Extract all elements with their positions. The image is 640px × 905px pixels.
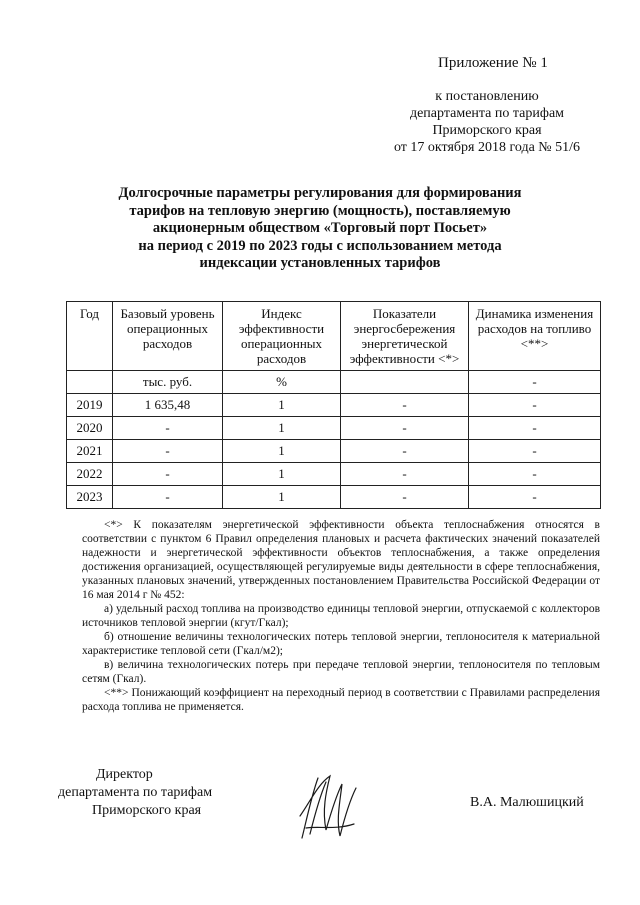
title-line: индексации установленных тарифов [199,255,441,271]
unit-cell [67,371,113,394]
table-row [67,440,601,463]
column-header-energy-saving: Показатели энергосбережения энергетической эффективности <*> [341,302,469,371]
year-cell: 2023 [67,486,113,509]
signer-position [58,766,212,820]
base-opex-cell: - [113,486,223,509]
column-header-efficiency-index: Индекс эффективности операционных расходов [223,302,341,371]
signer-position-line: Директор [96,767,153,782]
fuel-dynamics-cell: - [469,440,601,463]
parameters-table [66,301,601,509]
unit-cell: тыс. руб. [113,371,223,394]
footnote-item-c: в) величина технологических потерь при передаче тепловой энергии, теплоносителя по тепловым сетям (Гкал). [82,659,600,685]
table-row [67,486,601,509]
base-opex-cell: - [113,440,223,463]
addressee-line: департамента по тарифам [409,106,565,121]
base-opex-cell: - [113,417,223,440]
efficiency-index-cell: 1 [223,417,341,440]
title-line: акционерным обществом «Торговый порт Посьет» [152,220,488,236]
base-opex-cell: 1 635,48 [113,394,223,417]
footnotes [82,518,600,714]
efficiency-index-cell: 1 [223,486,341,509]
unit-cell [341,371,469,394]
footnote-item-a: а) удельный расход топлива на производство единицы тепловой энергии, отпускаемой с коллекторов источников тепловой энергии (кгут/Гкал); [82,603,600,629]
unit-cell: - [469,371,601,394]
base-opex-cell: - [113,463,223,486]
title-line: Долгосрочные параметры регулирования для формирования [118,185,522,201]
footnote-energy-efficiency: <*> К показателям энергетической эффективности объекта теплоснабжения относятся в соответствии с пунктом 6 Правил определения плановых и расчета фактических значений показателей надежности и энергетической эффективности объектов теплоснабжения, а также определения достижения организацией, осуществляющей регулируемые виды деятельности в сфере теплоснабжения, указанных плановых значений, утвержденных постановлением Правительства Российской Федерации от 16 мая 2014 г № 452: [82,519,600,601]
table-header-row [67,302,601,371]
addressee-line: Приморского края [432,123,542,138]
table-row [67,394,601,417]
table-row [67,463,601,486]
energy-saving-cell: - [341,440,469,463]
table-row [67,417,601,440]
energy-saving-cell: - [341,417,469,440]
efficiency-index-cell: 1 [223,394,341,417]
year-cell: 2019 [67,394,113,417]
column-header-fuel-dynamics: Динамика изменения расходов на топливо <**> [469,302,601,371]
addressee-line: к постановлению [435,89,539,104]
signer-name: В.А. Малюшицкий [470,795,584,810]
energy-saving-cell: - [341,394,469,417]
energy-saving-cell: - [341,463,469,486]
unit-cell: % [223,371,341,394]
efficiency-index-cell: 1 [223,440,341,463]
year-cell: 2020 [67,417,113,440]
addressee-block [380,88,594,156]
signer-position-line: департамента по тарифам [58,785,213,800]
title-line: тарифов на тепловую энергию (мощность), поставляемую [129,202,511,219]
signer-position-line: Приморского края [92,803,202,818]
fuel-dynamics-cell: - [469,417,601,440]
energy-saving-cell: - [341,486,469,509]
fuel-dynamics-cell: - [469,394,601,417]
year-cell: 2021 [67,440,113,463]
column-header-year: Год [67,302,113,371]
fuel-dynamics-cell: - [469,463,601,486]
document-title [80,185,560,273]
title-line: на период с 2019 по 2023 годы с использованием метода [138,237,502,254]
annex-label: Приложение № 1 [438,55,548,71]
fuel-dynamics-cell: - [469,486,601,509]
column-header-base-opex: Базовый уровень операционных расходов [113,302,223,371]
year-cell: 2022 [67,463,113,486]
addressee-line: от 17 октября 2018 года № 51/6 [393,140,581,155]
efficiency-index-cell: 1 [223,463,341,486]
handwritten-signature [296,772,362,844]
units-row [67,371,601,394]
footnote-item-b: б) отношение величины технологических потерь тепловой энергии, теплоносителя к материальной характеристике тепловой сети (Гкал/м2); [82,631,600,657]
footnote-fuel: <**> Понижающий коэффициент на переходный период в соответствии с Правилами распределения расхода топлива не применяется. [82,687,600,713]
